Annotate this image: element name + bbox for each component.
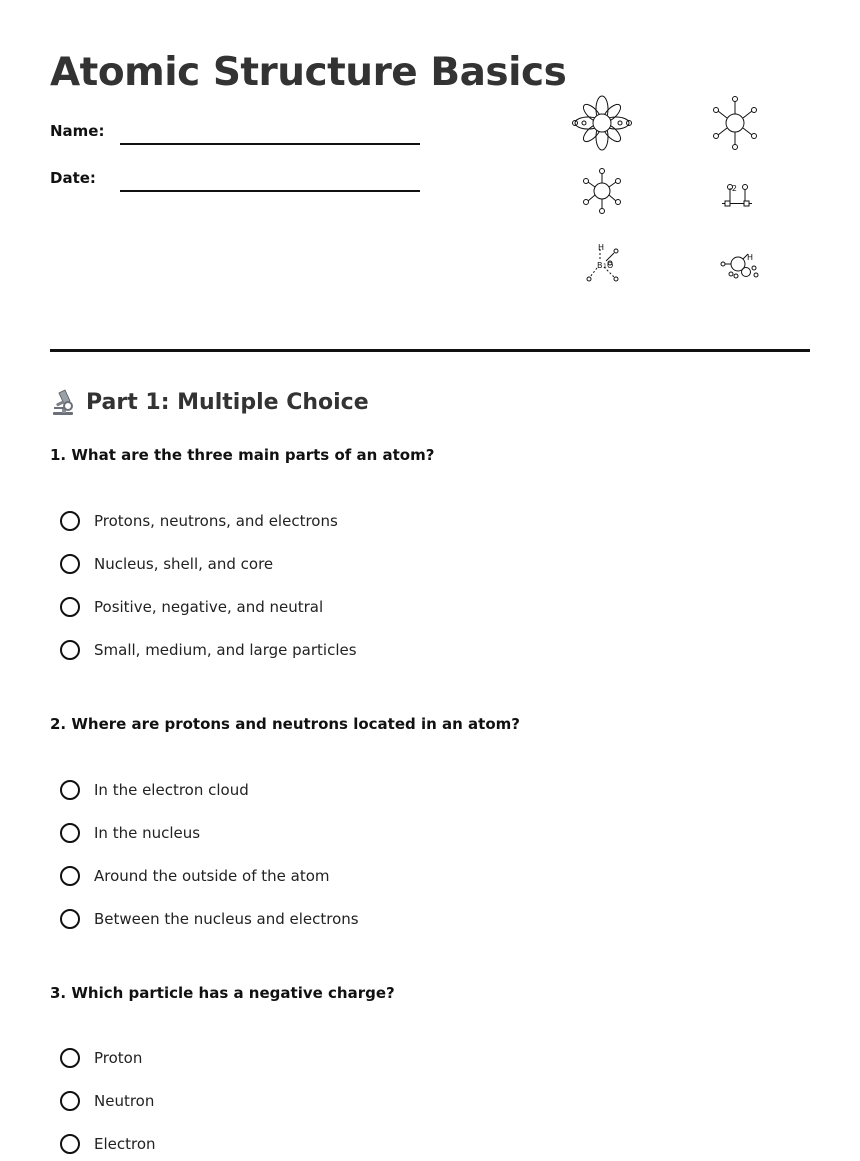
radio-button[interactable] <box>60 866 80 886</box>
radio-button[interactable] <box>60 823 80 843</box>
question-2: 2. Where are protons and neutrons located in an atom? <box>50 715 520 733</box>
radio-button[interactable] <box>60 640 80 660</box>
q3-option-3[interactable] <box>60 1134 156 1154</box>
radio-button[interactable] <box>60 1091 80 1111</box>
option-label: Nucleus, shell, and core <box>94 555 274 573</box>
option-label: Around the outside of the atom <box>94 867 330 885</box>
radio-button[interactable] <box>60 780 80 800</box>
molecule-illustrations <box>560 90 810 300</box>
radio-button[interactable] <box>60 511 80 531</box>
option-label: Proton <box>94 1049 143 1067</box>
option-label: In the electron cloud <box>94 781 249 799</box>
option-label: Electron <box>94 1135 156 1153</box>
orbital-molecule-icon <box>573 96 632 150</box>
q2-option-4[interactable] <box>60 909 359 929</box>
question-3: 3. Which particle has a negative charge? <box>50 984 395 1002</box>
option-label: Small, medium, and large particles <box>94 641 357 659</box>
radio-button[interactable] <box>60 909 80 929</box>
header-divider <box>50 349 810 352</box>
q1-option-2[interactable] <box>60 554 273 574</box>
q3-option-1[interactable] <box>60 1048 142 1068</box>
radio-button[interactable] <box>60 1134 80 1154</box>
option-label: Positive, negative, and neutral <box>94 598 324 616</box>
section-heading <box>50 388 369 416</box>
date-field-line[interactable] <box>120 190 420 192</box>
option-label: In the nucleus <box>94 824 201 842</box>
date-label: Date: <box>50 169 96 187</box>
q1-option-3[interactable] <box>60 597 323 617</box>
option-label: Neutron <box>94 1092 155 1110</box>
q3-option-2[interactable] <box>60 1091 154 1111</box>
svg-text:H: H <box>598 243 605 252</box>
svg-text:H: H <box>747 253 754 262</box>
section-title: Part 1: Multiple Choice <box>86 389 369 415</box>
q2-option-1[interactable] <box>60 780 249 800</box>
microscope-icon <box>50 388 76 416</box>
q1-option-4[interactable] <box>60 640 357 660</box>
q2-option-2[interactable] <box>60 823 200 843</box>
question-1: 1. What are the three main parts of an atom? <box>50 446 435 464</box>
svg-text:B: B <box>597 261 603 270</box>
option-label: Protons, neutrons, and electrons <box>94 512 338 530</box>
q2-option-3[interactable] <box>60 866 330 886</box>
svg-text:O: O <box>607 261 614 270</box>
radio-button[interactable] <box>60 1048 80 1068</box>
svg-text:1: 1 <box>603 263 607 270</box>
small-molecule-icon <box>584 169 621 214</box>
radio-button[interactable] <box>60 597 80 617</box>
radio-button[interactable] <box>60 554 80 574</box>
option-label: Between the nucleus and electrons <box>94 910 359 928</box>
name-field-line[interactable] <box>120 143 420 145</box>
name-label: Name: <box>50 122 105 140</box>
q1-option-1[interactable] <box>60 511 338 531</box>
page-title: Atomic Structure Basics <box>50 50 567 95</box>
svg-text:-2: -2 <box>729 184 737 193</box>
star-molecule-icon <box>714 97 757 150</box>
chain-molecule-icon <box>722 185 752 207</box>
